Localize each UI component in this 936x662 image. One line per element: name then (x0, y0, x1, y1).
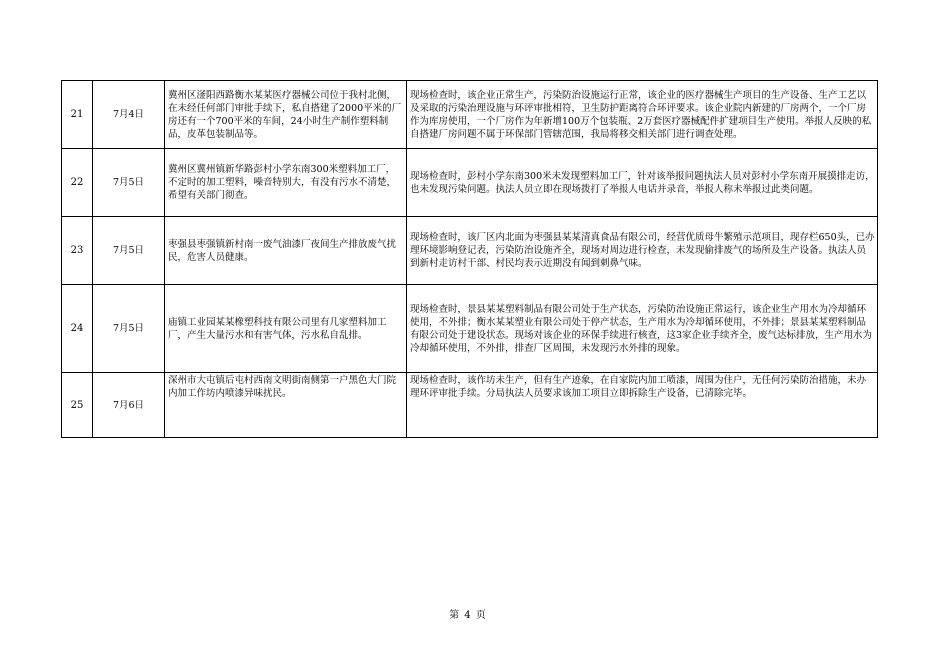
row-date: 7月5日 (93, 217, 165, 285)
table-row (62, 81, 878, 149)
inspection-result: 现场检查时，该作坊未生产，但有生产迹象，在自家院内加工喷漆，周围为住户，无任何污染防治措施，未办理环评审批手续。分局执法人员要求该加工项目立即拆除生产设备，已清除完毕。 (407, 373, 878, 438)
complaint-content: 深州市大屯镇后屯村西南文明街南侧第一户黑色大门院内加工作坊内喷漆异味扰民。 (165, 373, 407, 438)
row-date: 7月4日 (93, 81, 165, 149)
table-row (62, 217, 878, 285)
complaint-content: 冀州区冀州镇新华路彭村小学东南300米塑料加工厂，不定时的加工塑料，噪音特别大，有没有污水不清楚，希望有关部门彻查。 (165, 149, 407, 217)
page-number: 第 4 页 (449, 610, 487, 621)
complaint-content: 枣强县枣强镇新村南一废气油漆厂夜间生产排放废气扰民，危害人员健康。 (165, 217, 407, 285)
row-date: 7月6日 (93, 373, 165, 438)
inspection-result: 现场检查时，该厂区内北面为枣强县某某清真食品有限公司，经营优质母牛繁殖示范项目，现存栏650头，已办理环境影响登记表，污染防治设施齐全，现场对周边进行检查，未发现偷排废气的场所及生产设备。执法人员到新村走访村干部、村民均表示近期没有闻到刺鼻气味。 (407, 217, 878, 285)
table-row (62, 149, 878, 217)
row-date: 7月5日 (93, 285, 165, 373)
row-number: 23 (62, 217, 93, 285)
row-number: 21 (62, 81, 93, 149)
inspection-result: 现场检查时，该企业正常生产，污染防治设施运行正常，该企业的医疗器械生产项目的生产设备、生产工艺以及采取的污染治理设施与环评审批相符，卫生防护距离符合环评要求。该企业院内新建的厂房两个，一个厂房作为库房使用，一个厂房作为年新增100万个包装瓶、2万套医疗器械配件扩建项目生产使用。举报人反映的私自搭建厂房问题不属于环保部门管辖范围，我局将移交相关部门进行调查处理。 (407, 81, 878, 149)
row-date: 7月5日 (93, 149, 165, 217)
inspection-result: 现场检查时，彭村小学东南300米未发现塑料加工厂，针对该举报问题执法人员对彭村小学东南开展摸排走访，也未发现污染问题。执法人员立即在现场拨打了举报人电话并录音，举报人称未举报过此类问题。 (407, 149, 878, 217)
complaint-table (61, 80, 878, 438)
row-number: 24 (62, 285, 93, 373)
table-row (62, 373, 878, 438)
complaint-content: 庙镇工业园某某橡塑科技有限公司里有几家塑料加工厂，产生大量污水和有害气体，污水私自乱排。 (165, 285, 407, 373)
table-row (62, 285, 878, 373)
complaint-content: 冀州区滏阳西路衡水某某医疗器械公司位于我村北侧，在未经任何部门审批手续下，私自搭建了2000平米的厂房还有一个700平米的车间，24小时生产制作塑料制品，皮革包装制品等。 (165, 81, 407, 149)
row-number: 22 (62, 149, 93, 217)
row-number: 25 (62, 373, 93, 438)
inspection-result: 现场检查时，景县某某塑料制品有限公司处于生产状态，污染防治设施正常运行，该企业生产用水为冷却循环使用，不外排；衡水某某塑业有限公司处于停产状态，生产用水为冷却循环使用，不外排；景县某某塑料制品有限公司处于建设状态。现场对该企业的环保手续进行核查，这3家企业手续齐全，废气达标排放，生产用水为冷却循环使用，不外排，排查厂区周围，未发现污水外排的现象。 (407, 285, 878, 373)
